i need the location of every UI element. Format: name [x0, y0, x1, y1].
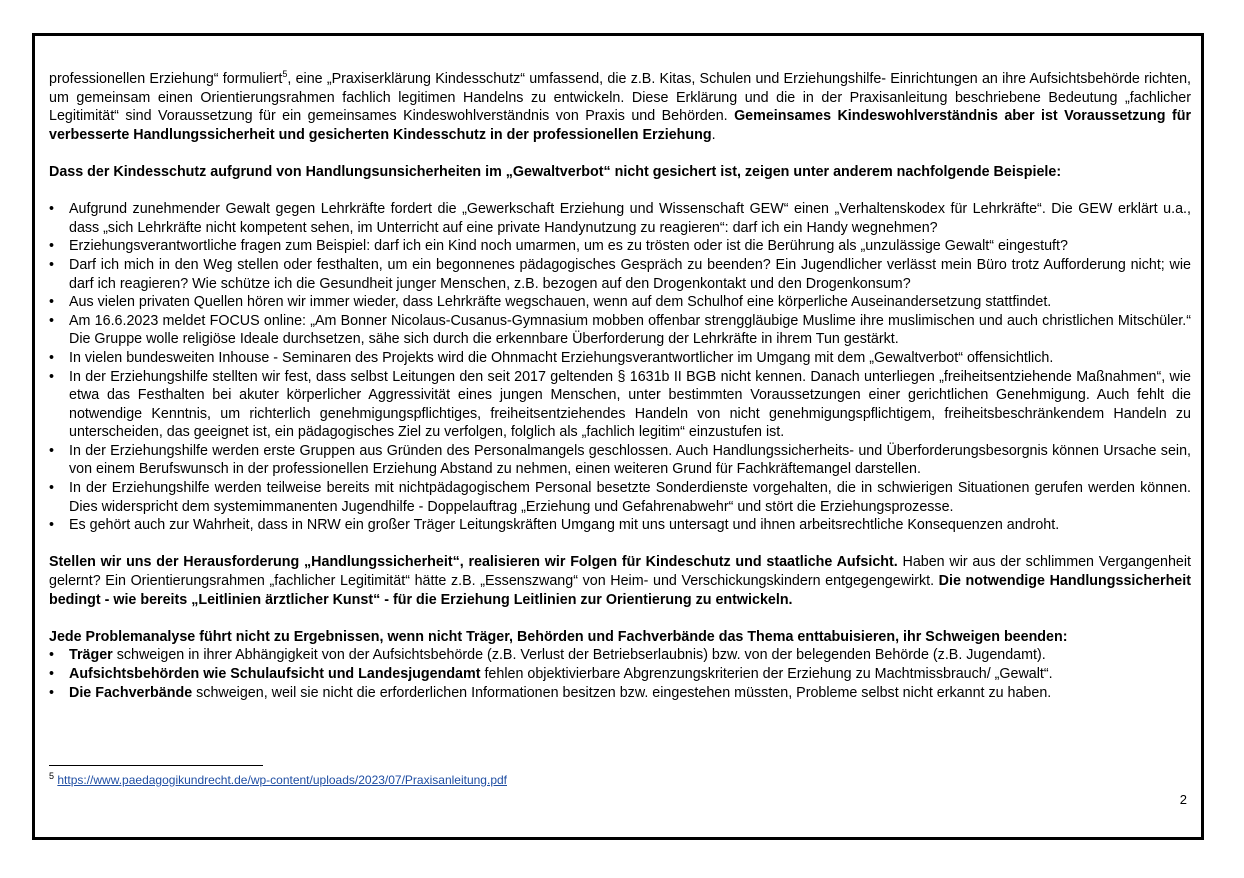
page-number: 2: [1179, 792, 1187, 807]
list-item: • Am 16.6.2023 meldet FOCUS online: „Am Bonner Nicolaus-Cusanus-Gymnasium mobben offenbar strenggläubige Muslime ihre muslimischen und auch christlichen Mitschüler.“ Die Gruppe wolle religiöse Ideale durchsetzen, sähe sich durch die erkennbare Überforderung der Lehrkräfte in ihrem Tun gestärkt.: [49, 312, 1191, 349]
footnote-divider: [49, 765, 263, 766]
list-item: • Träger schweigen in ihrer Abhängigkeit von der Aufsichtsbehörde (z.B. Verlust der Betriebserlaubnis) bzw. von der belegenden Behörde (z.B. Jugendamt).: [49, 646, 1191, 665]
footnote-number: 5: [49, 771, 55, 781]
silence-heading: Jede Problemanalyse führt nicht zu Ergebnissen, wenn nicht Träger, Behörden und Fachverbände das Thema enttabuisieren, ihr Schweigen beenden:: [49, 628, 1068, 645]
list-item: • Aus vielen privaten Quellen hören wir immer wieder, dass Lehrkräfte wegschauen, wenn auf dem Schulhof eine körperliche Auseinandersetzung stattfindet.: [49, 293, 1191, 312]
examples-list: [49, 200, 1191, 535]
list-item: • Erziehungsverantwortliche fragen zum Beispiel: darf ich ein Kind noch umarmen, um es zu trösten oder ist die Berührung als „unzulässige Gewalt“ eingestuft?: [49, 237, 1191, 256]
list-item: • Darf ich mich in den Weg stellen oder festhalten, um ein begonnenes pädagogisches Gespräch zu beenden? Ein Jugendlicher verlässt mein Büro trotz Aufforderung nicht; wie darf ich reagieren? Wie schütze ich die Gesundheit junger Menschen, z.B. bezogen auf den Drogenkontakt und den Drogenkonsum?: [49, 256, 1191, 293]
list-item: • Die Fachverbände schweigen, weil sie nicht die erforderlichen Informationen besitzen bzw. eingestehen müssten, Probleme selbst nicht erkannt zu haben.: [49, 684, 1191, 703]
list-item: • Es gehört auch zur Wahrheit, dass in NRW ein großer Träger Leitungskräften Umgang mit uns untersagt und ihnen arbeitsrechtliche Konsequenzen androht.: [49, 516, 1191, 535]
silence-list: [49, 646, 1191, 702]
intro-paragraph: professionellen Erziehung“ formuliert$^5$, eine „Praxiserklärung Kindesschutz“ umfassend, die z.B. Kitas, Schulen und Erziehungshilfe- Einrichtungen an ihre Aufsichtsbehörde richten, um gemeinsam einen Orientierungsrahmen fachlich legitimen Handelns zu entwickeln. Diese Erklärung und die in der Praxisanleitung beschriebene Bedeutung „fachlicher Legitimität“ sind Voraussetzung für ein gemeinsames Kindeswohlverständnis von Praxis und Behörden. Gemeinsames Kindeswohlverständnis aber ist Voraussetzung für verbesserte Handlungssicherheit und gesicherten Kindesschutz in der professionellen Erziehung.: [49, 69, 1192, 143]
footnote-link[interactable]: https://www.paedagogikundrecht.de/wp-content/uploads/2023/07/Praxisanleitung.pdf: [57, 773, 507, 787]
document-page: [32, 33, 1204, 840]
list-item: • In der Erziehungshilfe werden teilweise bereits mit nichtpädagogischem Personal besetzte Sonderdienste vorgehalten, die in schwierigen Situationen gerufen werden können. Dies widerspricht dem systemimmanenten Jugendhilfe - Doppelauftrag „Erziehung und Gefahrenabwehr“ und stört die Erziehungsprozesse.: [49, 479, 1191, 516]
challenge-paragraph: Stellen wir uns der Herausforderung „Handlungssicherheit“, realisieren wir Folgen für Kindeschutz und staatliche Aufsicht. Haben wir aus der schlimmen Vergangenheit gelernt? Ein Orientierungsrahmen „fachlicher Legitimität“ hätte z.B. „Essenszwang“ von Heim- und Verschickungskindern entgegengewirkt. Die notwendige Handlungssicherheit bedingt - wie bereits „Leitlinien ärztlicher Kunst“ - für die Erziehung Leitlinien zur Orientierung zu entwickeln.: [49, 554, 1191, 608]
intro-bold-statement: Gemeinsames Kindeswohlverständnis aber ist Voraussetzung für verbesserte Handlungssicherheit und gesicherten Kindesschutz in der professionellen Erziehung: [49, 108, 1192, 143]
list-item: • Aufgrund zunehmender Gewalt gegen Lehrkräfte fordert die „Gewerkschaft Erziehung und Wissenschaft GEW“ einen „Verhaltenskodex für Lehrkräfte“. Die GEW erklärt u.a., dass „sich Lehrkräfte nicht kompetent sehen, im Unterricht auf eine private Handynutzung zu reagieren“: darf ich ein Handy wegnehmen?: [49, 200, 1191, 237]
examples-heading: Dass der Kindesschutz aufgrund von Handlungsunsicherheiten im „Gewaltverbot“ nicht gesichert ist, zeigen unter anderem nachfolgende Beispiele:: [49, 163, 1062, 180]
footnote: [49, 773, 507, 788]
list-item: • In der Erziehungshilfe werden erste Gruppen aus Gründen des Personalmangels geschlossen. Auch Handlungssicherheits- und Überforderungsbesorgnis können Ursache sein, von einem Berufswunsch in der professionellen Erziehung Abstand zu nehmen, einen weiteren Grund für Fachkräftemangel darstellen.: [49, 442, 1191, 479]
list-item: • In der Erziehungshilfe stellten wir fest, dass selbst Leitungen den seit 2017 geltenden § 1631b II BGB nicht kennen. Danach unterliegen „freiheitsentziehende Maßnahmen“, wie etwa das Festhalten bei akuter körperlicher Aggressivität eines jungen Menschen, unter bestimmten Voraussetzungen einer gerichtlichen Genehmigung. Auch fehlt die notwendige Kenntnis, um richterlich genehmigungspflichtiges, freiheitsentziehendes Handeln von nicht genehmigungspflichtigem, freiheitsbeschränkendem Handeln zu unterscheiden, das geeignet ist, ein pädagogisches Ziel zu verfolgen, folglich als „fachlich legitim“ einzustufen ist.: [49, 368, 1191, 442]
footnote-reference[interactable]: 5: [282, 69, 288, 80]
list-item: • Aufsichtsbehörden wie Schulaufsicht und Landesjugendamt fehlen objektivierbare Abgrenzungskriterien der Erziehung zu Machtmissbrauch/ „Gewalt“.: [49, 665, 1191, 684]
list-item: • In vielen bundesweiten Inhouse - Seminaren des Projekts wird die Ohnmacht Erziehungsverantwortlicher im Umgang mit dem „Gewaltverbot“ offensichtlich.: [49, 349, 1191, 368]
page-content: [49, 70, 1191, 702]
